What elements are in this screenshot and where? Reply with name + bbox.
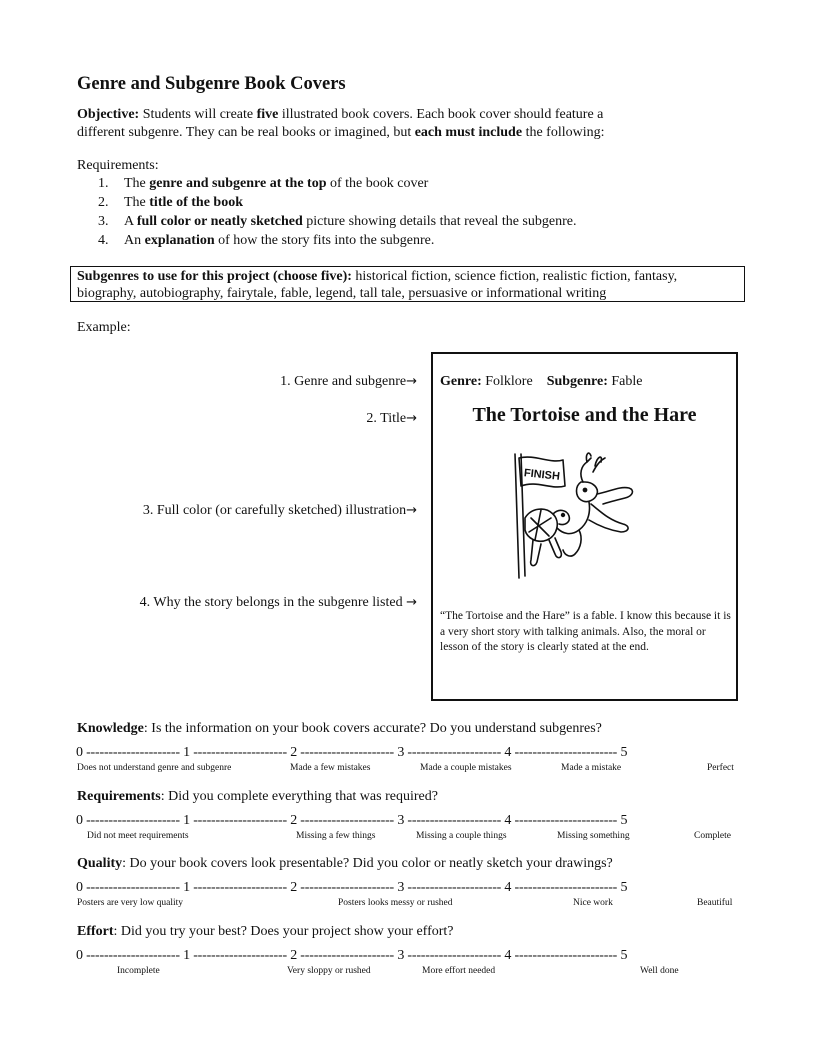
rubric-descriptor: Well done: [640, 966, 679, 976]
rubric-descriptor: Beautiful: [697, 898, 733, 908]
example-label-title: [366, 411, 417, 427]
requirement-item: [98, 193, 576, 212]
cover-illustration: [505, 448, 650, 588]
page-title: Genre and Subgenre Book Covers: [77, 74, 346, 94]
rubric-descriptor: Missing a few things: [296, 831, 376, 841]
subgenres-text: historical fiction, science fiction, realistic fiction, fantasy, biography, autobiography, fairytale, fable, legend, tall tale, persuasive or informational writing: [77, 269, 678, 301]
rubric-effort-scale: 0 --------------------- 1 --------------------- 2 --------------------- 3 --------------------- 4 ----------------------- 5: [76, 948, 628, 963]
requirement-text: of the book cover: [326, 176, 429, 191]
objective-text: Students will create: [139, 107, 257, 122]
rubric-descriptor: Made a few mistakes: [290, 763, 371, 773]
rubric-effort-question: [77, 924, 454, 940]
example-label-text: 2. Title: [366, 411, 407, 426]
requirement-text: A: [124, 214, 137, 229]
rubric-descriptor: Incomplete: [117, 966, 160, 976]
requirement-text: An: [124, 233, 145, 248]
objective-text: different subgenre. They can be real books or imagined, but: [77, 125, 415, 140]
rubric-descriptor: Made a mistake: [561, 763, 622, 773]
rubric-question: : Do your book covers look presentable? Did you color or neatly sketch your drawings?: [122, 856, 613, 871]
objective-label: Objective:: [77, 107, 140, 122]
finish-banner-text: FINISH: [523, 467, 561, 483]
example-label-illustration: [143, 503, 417, 519]
objective-text: the following:: [522, 125, 605, 140]
requirement-emphasis: genre and subgenre at the top: [149, 176, 327, 191]
subgenres-box: [70, 266, 745, 302]
requirement-emphasis: explanation: [144, 233, 215, 248]
rubric-descriptor: Perfect: [707, 763, 734, 773]
objective-emphasis: each must include: [414, 125, 523, 140]
requirement-text: picture showing details that reveal the subgenre.: [302, 214, 577, 229]
rubric-label: Effort: [77, 924, 114, 939]
requirements-heading: Requirements:: [77, 158, 159, 173]
rubric-descriptor: Complete: [694, 831, 731, 841]
requirements-list: [98, 174, 576, 250]
requirement-text: The: [124, 195, 150, 210]
example-label-text: 4. Why the story belongs in the subgenre listed: [139, 595, 407, 610]
rubric-descriptor: Very sloppy or rushed: [287, 966, 371, 976]
right-arrow-icon: →: [406, 595, 417, 610]
rubric-descriptor: Missing a couple things: [416, 831, 507, 841]
requirement-emphasis: title of the book: [149, 195, 243, 210]
right-arrow-icon: →: [406, 374, 417, 389]
subgenres-label: Subgenres to use for this project (choose five):: [77, 269, 352, 284]
cover-subgenre-label: Subgenre:: [546, 374, 608, 389]
rubric-label: Knowledge: [77, 721, 144, 736]
rubric-label: Requirements: [77, 789, 161, 804]
objective-emphasis: five: [256, 107, 279, 122]
rubric-descriptor: Does not understand genre and subgenre: [77, 763, 232, 773]
objective-line-1: [77, 106, 603, 124]
cover-subgenre-value: Fable: [607, 374, 643, 389]
requirement-item: [98, 212, 576, 231]
example-label-explanation: [140, 595, 417, 611]
rubric-descriptor: Nice work: [573, 898, 613, 908]
cover-genre-line: [440, 374, 643, 390]
example-heading: Example:: [77, 320, 131, 335]
tortoise-hare-finish-illustration: [505, 448, 650, 583]
cover-genre-value: Folklore: [481, 374, 533, 389]
requirement-emphasis: full color or neatly sketched: [136, 214, 303, 229]
requirement-number: 3.: [98, 214, 109, 229]
rubric-label: Quality: [77, 856, 123, 871]
rubric-quality-question: [77, 856, 613, 872]
rubric-requirements-scale: 0 --------------------- 1 --------------------- 2 --------------------- 3 --------------------- 4 ----------------------- 5: [76, 813, 628, 828]
requirement-number: 1.: [98, 176, 109, 191]
rubric-question: : Did you try your best? Does your project show your effort?: [113, 924, 454, 939]
requirement-number: 4.: [98, 233, 109, 248]
right-arrow-icon: →: [406, 411, 417, 426]
rubric-knowledge-question: [77, 721, 602, 737]
example-label-text: 1. Genre and subgenre: [280, 374, 407, 389]
rubric-question: : Is the information on your book covers accurate? Do you understand subgenres?: [143, 721, 602, 736]
objective-line-2: [77, 124, 605, 142]
rubric-descriptor: Did not meet requirements: [87, 831, 189, 841]
rubric-knowledge-scale: 0 --------------------- 1 --------------------- 2 --------------------- 3 --------------------- 4 ----------------------- 5: [76, 745, 628, 760]
rubric-descriptor: Made a couple mistakes: [420, 763, 512, 773]
rubric-descriptor: Posters looks messy or rushed: [338, 898, 453, 908]
rubric-descriptor: More effort needed: [422, 966, 496, 976]
rubric-quality-scale: 0 --------------------- 1 --------------------- 2 --------------------- 3 --------------------- 4 ----------------------- 5: [76, 880, 628, 895]
rubric-question: : Did you complete everything that was required?: [160, 789, 438, 804]
requirement-item: [98, 231, 576, 250]
requirement-text: The: [124, 176, 150, 191]
cover-explanation: “The Tortoise and the Hare” is a fable. I know this because it is a very short story with talking animals. Also, the moral or lesson of the story is clearly stated at the end.: [440, 610, 731, 653]
right-arrow-icon: →: [406, 503, 417, 518]
requirement-text: of how the story fits into the subgenre.: [214, 233, 435, 248]
rubric-descriptor: Posters are very low quality: [77, 898, 184, 908]
rubric-descriptor: Missing something: [557, 831, 630, 841]
cover-title: The Tortoise and the Hare: [472, 404, 697, 426]
cover-genre-label: Genre:: [440, 374, 482, 389]
rubric-requirements-question: [77, 789, 438, 805]
requirement-item: [98, 174, 576, 193]
objective-text: illustrated book covers. Each book cover should feature a: [278, 107, 604, 122]
example-label-genre: [280, 374, 417, 390]
example-label-text: 3. Full color (or carefully sketched) illustration: [142, 503, 407, 518]
requirement-number: 2.: [98, 195, 109, 210]
